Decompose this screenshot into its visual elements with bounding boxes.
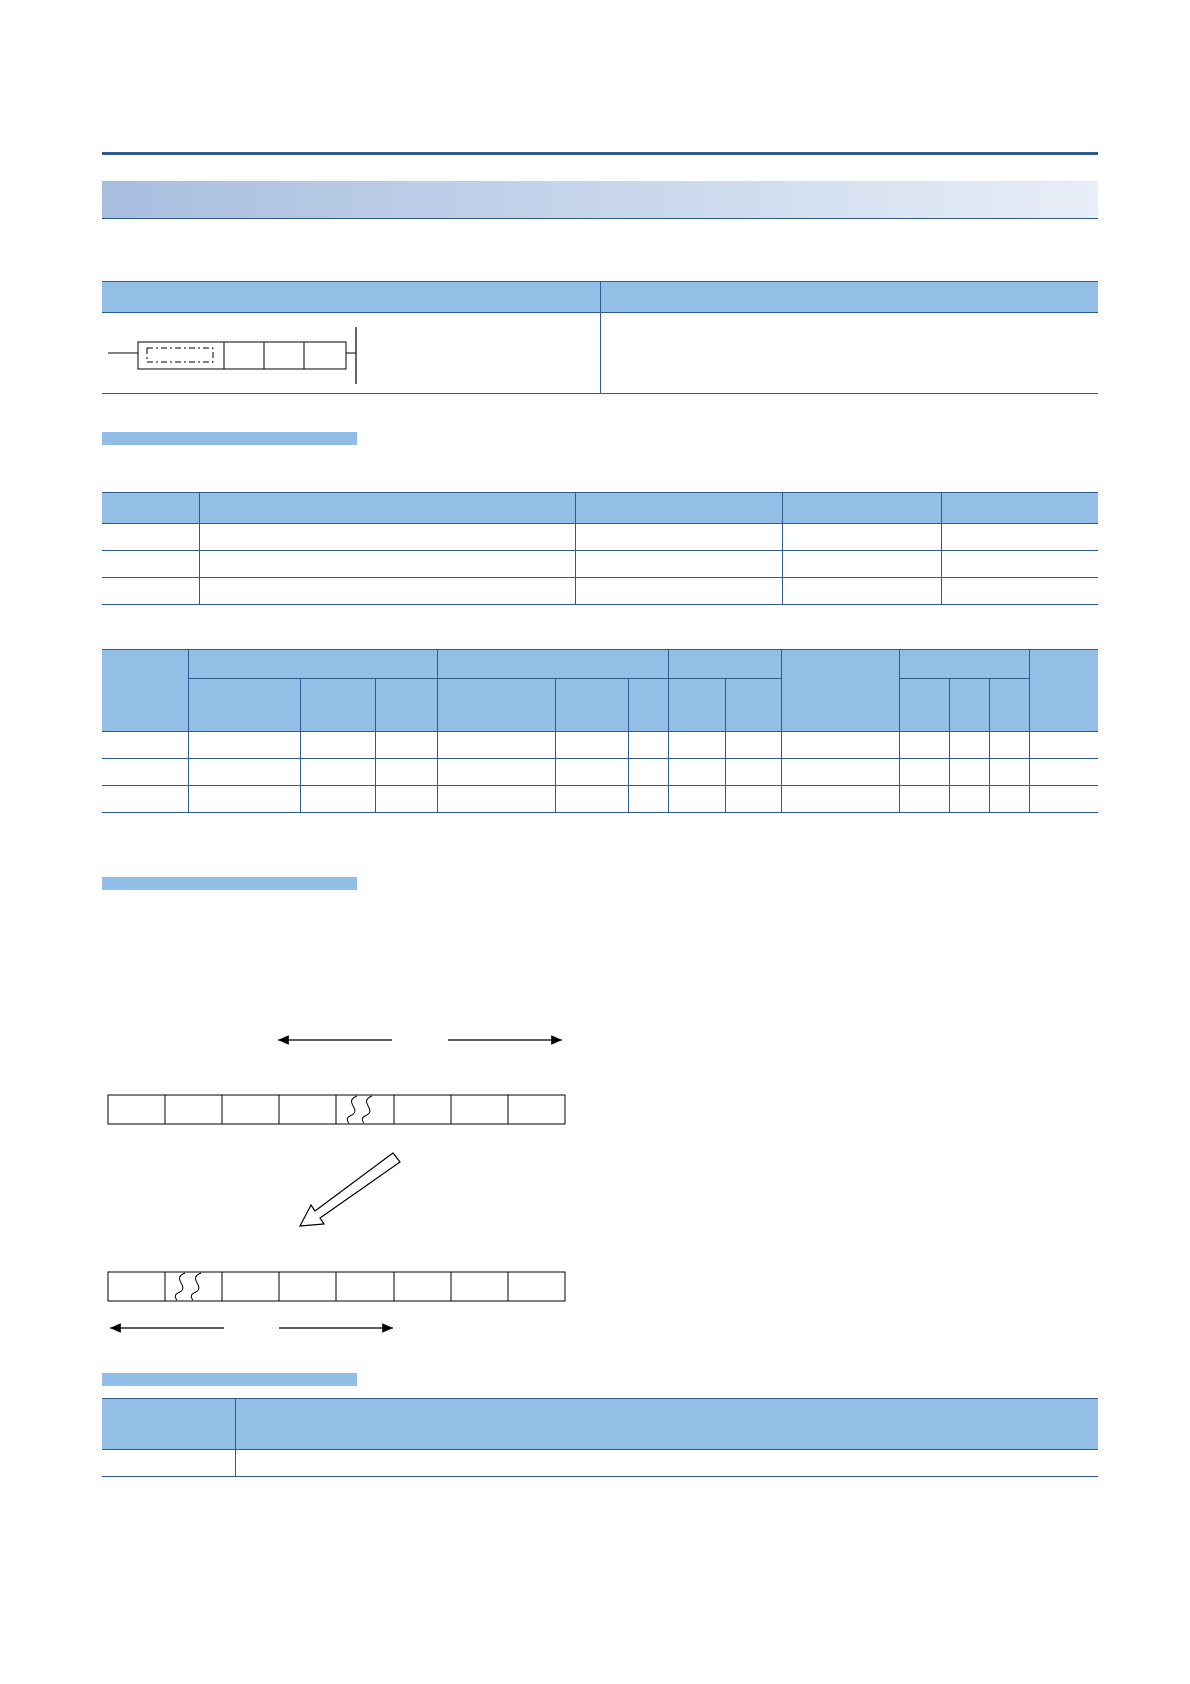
format-table-header-ladder (102, 282, 600, 313)
operand-header-col5 (941, 493, 1098, 524)
table-row (102, 732, 1098, 759)
error-header-code (102, 1399, 235, 1450)
table-row (102, 786, 1098, 813)
top-rule (102, 152, 1098, 155)
format-table-ladder-cell (102, 313, 600, 394)
subhead-operation-error (102, 1373, 357, 1386)
operand-header-col3 (575, 493, 782, 524)
device-header-operand (102, 650, 188, 732)
format-table (102, 281, 1098, 394)
format-table-st-cell (600, 313, 1098, 394)
subhead-setting-data (102, 432, 357, 445)
device-table (102, 649, 1098, 813)
ladder-instruction-box-icon (102, 313, 402, 393)
table-row (102, 759, 1098, 786)
table-row (102, 578, 1098, 605)
shift-diagram (102, 1010, 572, 1340)
device-header-group5 (899, 650, 1029, 679)
table-row (102, 1450, 1098, 1477)
device-header-others (1029, 650, 1098, 732)
device-header-group3 (668, 650, 781, 679)
subhead-processing-details (102, 877, 357, 890)
upper-register (108, 1095, 565, 1124)
device-header-group2 (437, 650, 668, 679)
table-row (102, 524, 1098, 551)
diagonal-down-left-arrow-icon (300, 1153, 400, 1226)
operand-header-col1 (102, 493, 199, 524)
section-title-band (102, 181, 1098, 219)
error-header-description (235, 1399, 1098, 1450)
error-table (102, 1398, 1098, 1477)
device-header-group1 (188, 650, 437, 679)
lower-register (108, 1272, 565, 1301)
operand-header-col2 (199, 493, 575, 524)
device-header-group4 (781, 650, 899, 732)
format-table-header-st (600, 282, 1098, 313)
operand-header-col4 (782, 493, 941, 524)
table-row (102, 551, 1098, 578)
operand-table (102, 492, 1098, 605)
